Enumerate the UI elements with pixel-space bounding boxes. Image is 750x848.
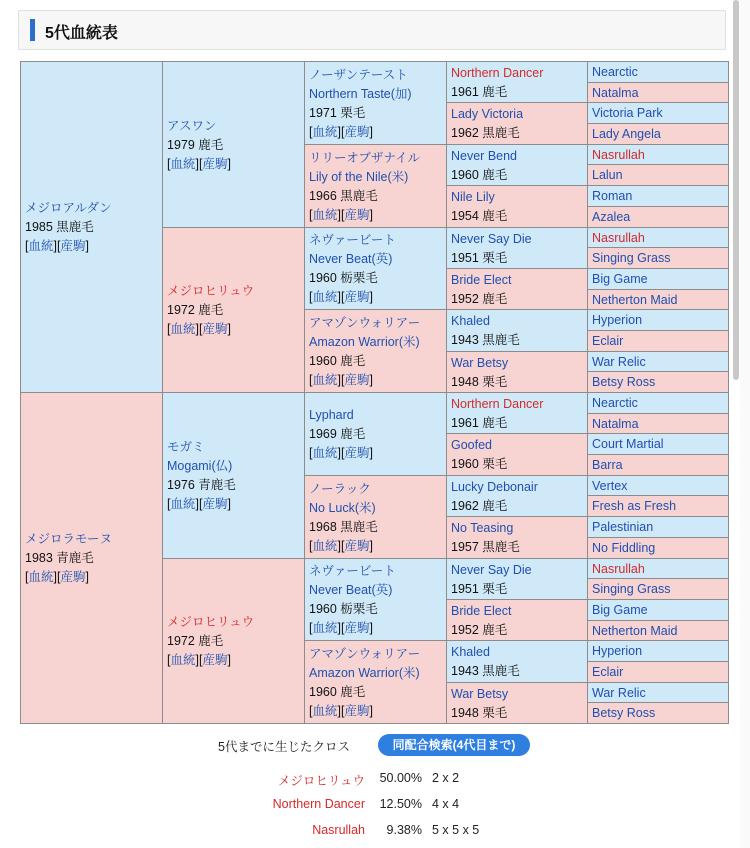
- gen2-horse-cell: [162, 558, 305, 724]
- pedigree-links: [血統][産駒]: [167, 497, 231, 511]
- gen5-horse-cell: [587, 578, 729, 600]
- gen5-horse-cell: [587, 268, 729, 290]
- horse-name[interactable]: War Betsy: [451, 356, 509, 370]
- pedigree-links: [血統][産駒]: [309, 704, 373, 718]
- ancestor-name: Hyperion: [592, 313, 643, 327]
- horse-year-color: 1948 栗毛: [451, 375, 508, 389]
- gen5-horse-cell: [587, 702, 729, 724]
- gen5-horse-cell: [587, 289, 729, 310]
- offspring-link[interactable]: 産駒: [344, 446, 370, 460]
- horse-year-color: 1968 黒鹿毛: [309, 520, 378, 534]
- horse-year-color: 1969 鹿毛: [309, 427, 366, 441]
- pedigree-link[interactable]: 血統: [170, 322, 196, 336]
- horse-year-color: 1960 栃栗毛: [309, 271, 378, 285]
- ancestor-name: Nasrullah: [592, 562, 645, 576]
- pedigree-links: [血統][産駒]: [167, 322, 231, 336]
- horse-info: [309, 149, 444, 225]
- horse-name[interactable]: No Teasing: [451, 521, 514, 535]
- pedigree-link[interactable]: 血統: [170, 653, 196, 667]
- gen3-horse-cell: [304, 475, 447, 559]
- ancestor-name: Eclair: [592, 334, 624, 348]
- section-title: 5代血統表: [45, 25, 118, 42]
- gen5-horse-cell: [587, 61, 729, 83]
- horse-name[interactable]: Lady Victoria: [451, 107, 524, 121]
- gen5-horse-cell: [587, 123, 729, 145]
- pedigree-link[interactable]: 血統: [312, 704, 338, 718]
- cross-percent: 50.00%: [379, 771, 422, 785]
- horse-info: [309, 480, 444, 556]
- ancestor-name: War Relic: [592, 686, 646, 700]
- scrollbar-thumb[interactable]: [733, 0, 739, 380]
- gen5-horse-cell: [587, 599, 729, 621]
- gen4-horse-cell: [446, 227, 588, 269]
- horse-name[interactable]: アマゾンウォリアー: [309, 647, 421, 661]
- horse-name[interactable]: モガミ: [167, 440, 205, 454]
- horse-info: [309, 66, 444, 142]
- horse-name-en[interactable]: Northern Taste(加): [309, 87, 412, 101]
- horse-year-color: 1976 青鹿毛: [167, 478, 236, 492]
- pedigree-links: [血統][産駒]: [309, 373, 373, 387]
- pedigree-link[interactable]: 血統: [312, 125, 338, 139]
- gen3-horse-cell: [304, 558, 447, 641]
- horse-info: [309, 406, 444, 463]
- offspring-link[interactable]: 産駒: [344, 290, 370, 304]
- gen2-horse-cell: [162, 392, 305, 559]
- offspring-link[interactable]: 産駒: [344, 373, 370, 387]
- horse-year-color: 1962 鹿毛: [451, 499, 508, 513]
- offspring-link[interactable]: 産駒: [344, 704, 370, 718]
- horse-year-color: 1985 黒鹿毛: [25, 220, 94, 234]
- gen4-horse-cell: [446, 144, 588, 186]
- horse-info: [451, 395, 585, 433]
- horse-info: [25, 199, 160, 256]
- gen4-horse-cell: [446, 309, 588, 352]
- horse-info: [451, 230, 585, 268]
- horse-name[interactable]: メジロヒリュウ: [167, 615, 255, 629]
- horse-name[interactable]: Goofed: [451, 438, 493, 452]
- pedigree-link[interactable]: 血統: [312, 373, 338, 387]
- gen3-horse-cell: [304, 227, 447, 310]
- horse-info: [309, 562, 444, 638]
- horse-name[interactable]: アマゾンウォリアー: [309, 316, 421, 330]
- gen5-horse-cell: [587, 475, 729, 496]
- horse-year-color: 1954 鹿毛: [451, 209, 508, 223]
- horse-name[interactable]: Bride Elect: [451, 273, 512, 287]
- gen5-horse-cell: [587, 413, 729, 434]
- gen1-horse-cell: [20, 61, 163, 393]
- gen5-horse-cell: [587, 558, 729, 579]
- pedigree-links: [血統][産駒]: [309, 208, 373, 222]
- gen5-horse-cell: [587, 164, 729, 186]
- offspring-link[interactable]: 産駒: [344, 621, 370, 635]
- pedigree-links: [血統][産駒]: [25, 239, 89, 253]
- cross-generations: 2 x 2: [432, 771, 460, 785]
- cross-item: [200, 771, 365, 789]
- horse-name[interactable]: Khaled: [451, 314, 490, 328]
- scroll-track: [740, 0, 750, 848]
- horse-year-color: 1952 鹿毛: [451, 623, 508, 637]
- ancestor-name: Roman: [592, 189, 633, 203]
- horse-name[interactable]: ネヴァービート: [309, 233, 396, 247]
- ancestor-name: War Relic: [592, 355, 646, 369]
- horse-name[interactable]: メジロラモーヌ: [25, 532, 113, 546]
- gen4-horse-cell: [446, 351, 588, 393]
- horse-info: [451, 312, 585, 350]
- cross-item: [200, 823, 365, 841]
- gen5-horse-cell: [587, 247, 729, 269]
- ancestor-name: Singing Grass: [592, 582, 671, 596]
- horse-name-en[interactable]: Never Beat(英): [309, 252, 393, 266]
- ancestor-name: Victoria Park: [592, 106, 663, 120]
- ancestor-name: Big Game: [592, 603, 648, 617]
- horse-year-color: 1972 鹿毛: [167, 634, 224, 648]
- horse-name[interactable]: ノーザンテースト: [309, 68, 408, 82]
- horse-year-color: 1972 鹿毛: [167, 303, 224, 317]
- cross-percent: 12.50%: [379, 797, 422, 811]
- horse-info: [451, 561, 585, 599]
- gen4-horse-cell: [446, 268, 588, 310]
- gen4-horse-cell: [446, 558, 588, 600]
- ancestor-name: Lady Angela: [592, 127, 661, 141]
- offspring-link[interactable]: 産駒: [202, 157, 228, 171]
- gen3-horse-cell: [304, 144, 447, 228]
- horse-year-color: 1952 鹿毛: [451, 292, 508, 306]
- horse-info: [167, 282, 302, 339]
- pedigree-link[interactable]: 血統: [28, 239, 54, 253]
- horse-name[interactable]: メジロヒリュウ: [167, 284, 255, 298]
- horse-info: [25, 530, 160, 587]
- ancestor-name: No Fiddling: [592, 541, 656, 555]
- horse-info: [451, 105, 585, 143]
- horse-name[interactable]: Northern Dancer: [451, 66, 544, 80]
- gen3-horse-cell: [304, 640, 447, 724]
- gen5-horse-cell: [587, 682, 729, 703]
- gen4-horse-cell: [446, 516, 588, 559]
- horse-year-color: 1971 栗毛: [309, 106, 366, 120]
- gen5-horse-cell: [587, 206, 729, 228]
- gen5-horse-cell: [587, 516, 729, 538]
- horse-name[interactable]: Nile Lily: [451, 190, 495, 204]
- gen3-horse-cell: [304, 392, 447, 476]
- horse-name-en[interactable]: Never Beat(英): [309, 583, 393, 597]
- horse-info: [167, 438, 302, 514]
- offspring-link[interactable]: 産駒: [344, 539, 370, 553]
- horse-info: [451, 188, 585, 226]
- horse-info: [451, 519, 585, 557]
- pedigree-link[interactable]: 血統: [312, 446, 338, 460]
- horse-name[interactable]: ネヴァービート: [309, 564, 396, 578]
- gen2-horse-cell: [162, 61, 305, 228]
- ancestor-name: Azalea: [592, 210, 631, 224]
- pedigree-links: [血統][産駒]: [167, 653, 231, 667]
- cross-generations: 5 x 5 x 5: [432, 823, 480, 837]
- horse-name-en[interactable]: Mogami(仏): [167, 459, 233, 473]
- offspring-link[interactable]: 産駒: [202, 322, 228, 336]
- pedigree-links: [血統][産駒]: [309, 125, 373, 139]
- cross-horse-name[interactable]: メジロヒリュウ: [277, 774, 365, 788]
- horse-name-en[interactable]: No Luck(米): [309, 501, 376, 515]
- pedigree-link[interactable]: 血統: [312, 208, 338, 222]
- horse-year-color: 1983 青鹿毛: [25, 551, 94, 565]
- ancestor-name: Palestinian: [592, 520, 654, 534]
- cross-horse-name[interactable]: Northern Dancer: [272, 797, 365, 811]
- horse-info: [451, 271, 585, 309]
- ancestor-name: Singing Grass: [592, 251, 671, 265]
- horse-name[interactable]: Northern Dancer: [451, 397, 544, 411]
- horse-name[interactable]: Khaled: [451, 645, 490, 659]
- gen4-horse-cell: [446, 475, 588, 517]
- horse-year-color: 1948 栗毛: [451, 706, 508, 720]
- ancestor-name: Betsy Ross: [592, 375, 656, 389]
- gen4-horse-cell: [446, 185, 588, 228]
- offspring-link[interactable]: 産駒: [344, 208, 370, 222]
- horse-year-color: 1961 鹿毛: [451, 85, 508, 99]
- gen5-horse-cell: [587, 640, 729, 662]
- horse-name[interactable]: リリーオブザナイル: [309, 151, 421, 165]
- ancestor-name: Barra: [592, 458, 623, 472]
- horse-year-color: 1960 栃栗毛: [309, 602, 378, 616]
- gen5-horse-cell: [587, 330, 729, 352]
- gen3-horse-cell: [304, 309, 447, 393]
- horse-year-color: 1943 黒鹿毛: [451, 664, 520, 678]
- offspring-link[interactable]: 産駒: [344, 125, 370, 139]
- horse-year-color: 1961 鹿毛: [451, 416, 508, 430]
- horse-year-color: 1960 鹿毛: [309, 685, 366, 699]
- gen4-horse-cell: [446, 392, 588, 434]
- horse-name[interactable]: Never Bend: [451, 149, 518, 163]
- horse-info: [451, 685, 585, 723]
- gen5-horse-cell: [587, 102, 729, 124]
- offspring-link[interactable]: 産駒: [60, 570, 86, 584]
- gen5-horse-cell: [587, 661, 729, 683]
- pedigree-links: [血統][産駒]: [167, 157, 231, 171]
- horse-info: [167, 117, 302, 174]
- horse-year-color: 1960 鹿毛: [451, 168, 508, 182]
- cross-percent: 9.38%: [386, 823, 422, 837]
- pedigree-links: [血統][産駒]: [309, 290, 373, 304]
- horse-name[interactable]: Lyphard: [309, 408, 354, 422]
- horse-info: [451, 478, 585, 516]
- horse-name-en[interactable]: Amazon Warrior(米): [309, 666, 420, 680]
- gen5-horse-cell: [587, 227, 729, 248]
- gen5-horse-cell: [587, 392, 729, 414]
- gen5-horse-cell: [587, 371, 729, 393]
- horse-name[interactable]: ノーラック: [309, 482, 371, 496]
- horse-name[interactable]: Bride Elect: [451, 604, 512, 618]
- gen5-horse-cell: [587, 82, 729, 103]
- ancestor-name: Eclair: [592, 665, 624, 679]
- gen4-horse-cell: [446, 433, 588, 476]
- gen5-horse-cell: [587, 309, 729, 331]
- horse-year-color: 1966 黒鹿毛: [309, 189, 378, 203]
- gen4-horse-cell: [446, 682, 588, 724]
- ancestor-name: Big Game: [592, 272, 648, 286]
- ancestor-name: Fresh as Fresh: [592, 499, 677, 513]
- section-header: [18, 10, 726, 50]
- horse-info: [309, 645, 444, 721]
- ancestor-name: Hyperion: [592, 644, 643, 658]
- pedigree-link[interactable]: 血統: [312, 621, 338, 635]
- horse-info: [451, 64, 585, 102]
- ancestor-name: Netherton Maid: [592, 624, 678, 638]
- horse-name[interactable]: アスワン: [167, 119, 217, 133]
- horse-year-color: 1960 栗毛: [451, 457, 508, 471]
- horse-year-color: 1960 鹿毛: [309, 354, 366, 368]
- pedigree-link[interactable]: 血統: [312, 539, 338, 553]
- pedigree-table: [20, 61, 728, 723]
- pedigree-link[interactable]: 血統: [170, 157, 196, 171]
- ancestor-name: Nearctic: [592, 65, 638, 79]
- gen4-horse-cell: [446, 61, 588, 103]
- horse-info: [309, 314, 444, 390]
- ancestor-name: Netherton Maid: [592, 293, 678, 307]
- gen4-horse-cell: [446, 599, 588, 641]
- gen5-horse-cell: [587, 185, 729, 207]
- gen5-horse-cell: [587, 433, 729, 455]
- section-accent-bar: [30, 19, 35, 41]
- horse-name[interactable]: War Betsy: [451, 687, 509, 701]
- gen1-horse-cell: [20, 392, 163, 724]
- gen5-horse-cell: [587, 537, 729, 559]
- horse-name[interactable]: Never Say Die: [451, 563, 532, 577]
- horse-info: [451, 436, 585, 474]
- horse-name[interactable]: Lucky Debonair: [451, 480, 538, 494]
- ancestor-name: Court Martial: [592, 437, 664, 451]
- ancestor-name: Nasrullah: [592, 148, 645, 162]
- cross-item: [200, 797, 365, 815]
- horse-name-en[interactable]: Amazon Warrior(米): [309, 335, 420, 349]
- pedigree-link[interactable]: 血統: [28, 570, 54, 584]
- cross-label: 5代までに生じたクロス: [218, 740, 350, 754]
- gen5-horse-cell: [587, 144, 729, 165]
- gen4-horse-cell: [446, 640, 588, 683]
- offspring-link[interactable]: 産駒: [202, 653, 228, 667]
- pedigree-links: [血統][産駒]: [309, 621, 373, 635]
- gen4-horse-cell: [446, 102, 588, 145]
- horse-year-color: 1962 黒鹿毛: [451, 126, 520, 140]
- pedigree-links: [血統][産駒]: [309, 446, 373, 460]
- pedigree-links: [血統][産駒]: [25, 570, 89, 584]
- ancestor-name: Nearctic: [592, 396, 638, 410]
- gen2-horse-cell: [162, 227, 305, 393]
- offspring-link[interactable]: 産駒: [60, 239, 86, 253]
- cross-horse-name[interactable]: Nasrullah: [312, 823, 365, 837]
- horse-name-en[interactable]: Lily of the Nile(米): [309, 170, 409, 184]
- ancestor-name: Natalma: [592, 86, 639, 100]
- ancestor-name: Nasrullah: [592, 231, 645, 245]
- horse-name[interactable]: Never Say Die: [451, 232, 532, 246]
- horse-info: [451, 643, 585, 681]
- horse-info: [309, 231, 444, 307]
- gen5-horse-cell: [587, 454, 729, 476]
- horse-info: [451, 147, 585, 185]
- cross-generations: 4 x 4: [432, 797, 460, 811]
- horse-year-color: 1951 栗毛: [451, 582, 508, 596]
- pedigree-link[interactable]: 血統: [312, 290, 338, 304]
- horse-info: [167, 613, 302, 670]
- pedigree-link[interactable]: 血統: [170, 497, 196, 511]
- horse-year-color: 1951 栗毛: [451, 251, 508, 265]
- gen5-horse-cell: [587, 495, 729, 517]
- horse-info: [451, 354, 585, 392]
- horse-name[interactable]: メジロアルダン: [25, 201, 112, 215]
- offspring-link[interactable]: 産駒: [202, 497, 228, 511]
- ancestor-name: Natalma: [592, 417, 639, 431]
- ancestor-name: Vertex: [592, 479, 628, 493]
- horse-info: [451, 602, 585, 640]
- ancestor-name: Betsy Ross: [592, 706, 656, 720]
- gen5-horse-cell: [587, 620, 729, 641]
- pedigree-links: [血統][産駒]: [309, 539, 373, 553]
- gen3-horse-cell: [304, 61, 447, 145]
- horse-year-color: 1957 黒鹿毛: [451, 540, 520, 554]
- horse-year-color: 1979 鹿毛: [167, 138, 224, 152]
- gen5-horse-cell: [587, 351, 729, 372]
- same-mating-search-button[interactable]: 同配合検索(4代目まで): [378, 734, 530, 756]
- horse-year-color: 1943 黒鹿毛: [451, 333, 520, 347]
- ancestor-name: Lalun: [592, 168, 623, 182]
